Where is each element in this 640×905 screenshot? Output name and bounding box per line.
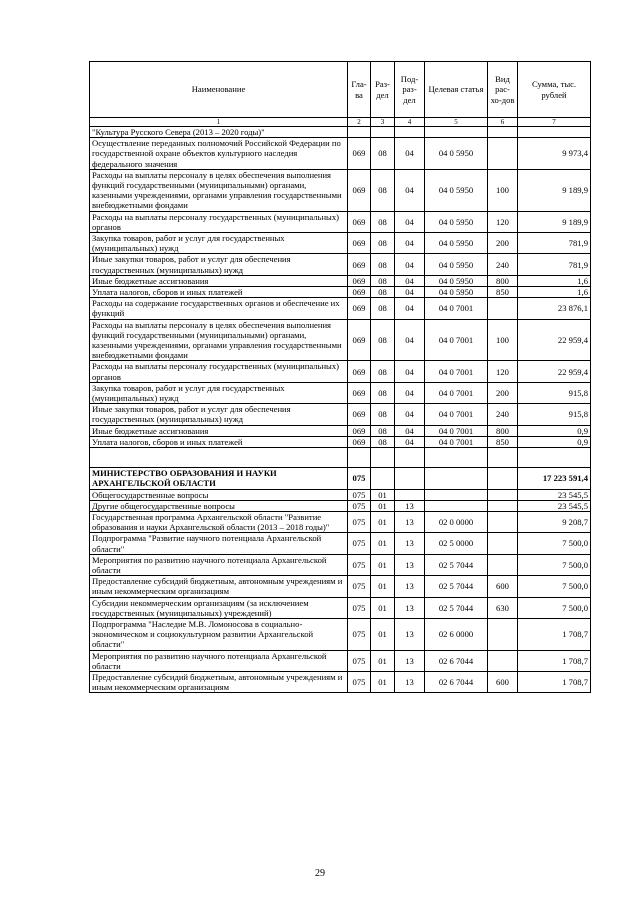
row-amount [518, 127, 591, 138]
row-target-article: 04 0 7001 [425, 382, 488, 403]
row-section: 08 [371, 287, 395, 298]
row-target-article [425, 127, 488, 138]
row-amount: 23 876,1 [518, 298, 591, 319]
row-subsection: 13 [395, 650, 425, 671]
row-name: Предоставление субсидий бюджетным, автономным учреждениям и иным некоммерческим организациям [90, 671, 348, 692]
row-chapter: 075 [348, 468, 371, 489]
table-row [90, 211, 591, 232]
row-chapter [348, 127, 371, 138]
row-expense-type: 120 [488, 211, 518, 232]
row-chapter: 069 [348, 211, 371, 232]
row-amount: 7 500,0 [518, 554, 591, 575]
table-row [90, 436, 591, 447]
row-name: Иные закупки товаров, работ и услуг для обеспечения государственных (муниципальных) нужд [90, 254, 348, 275]
row-name: Иные закупки товаров, работ и услуг для обеспечения государственных (муниципальных) нужд [90, 404, 348, 425]
row-expense-type [488, 533, 518, 554]
row-section: 08 [371, 254, 395, 275]
row-chapter: 069 [348, 319, 371, 361]
row-expense-type: 100 [488, 169, 518, 211]
row-name: Подпрограмма "Развитие научного потенциала Архангельской области" [90, 533, 348, 554]
row-name: Уплата налогов, сборов и иных платежей [90, 436, 348, 447]
row-target-article: 04 0 5950 [425, 287, 488, 298]
row-target-article: 02 6 0000 [425, 618, 488, 650]
row-section: 08 [371, 211, 395, 232]
row-amount: 23 545,5 [518, 489, 591, 500]
row-target-article: 04 0 7001 [425, 436, 488, 447]
row-subsection: 04 [395, 211, 425, 232]
row-name: Расходы на выплаты персоналу государственных (муниципальных) органов [90, 361, 348, 382]
row-chapter: 075 [348, 489, 371, 500]
row-section: 01 [371, 597, 395, 618]
row-amount: 7 500,0 [518, 533, 591, 554]
row-name: Расходы на выплаты персоналу в целях обеспечения выполнения функций государственными (муниципальными) органами, казенными учреждениями, органами управления государственными внебюджетными фондами [90, 319, 348, 361]
row-expense-type: 120 [488, 361, 518, 382]
table-row [90, 554, 591, 575]
row-chapter: 069 [348, 138, 371, 170]
row-subsection: 04 [395, 319, 425, 361]
header-chapter: Гла-ва [348, 62, 371, 118]
row-section: 08 [371, 319, 395, 361]
row-expense-type [488, 618, 518, 650]
row-chapter: 069 [348, 298, 371, 319]
row-name: Расходы на содержание государственных органов и обеспечение их функций [90, 298, 348, 319]
table-row [90, 361, 591, 382]
row-target-article: 04 0 5950 [425, 254, 488, 275]
row-section: 01 [371, 650, 395, 671]
table-row [90, 319, 591, 361]
row-target-article: 04 0 7001 [425, 425, 488, 436]
row-expense-type: 850 [488, 436, 518, 447]
row-amount: 23 545,5 [518, 500, 591, 511]
row-expense-type [488, 650, 518, 671]
row-target-article: 02 0 0000 [425, 511, 488, 532]
table-header-row [90, 62, 591, 118]
row-amount: 0,9 [518, 425, 591, 436]
header-section: Раз-дел [371, 62, 395, 118]
row-section: 08 [371, 382, 395, 403]
column-number: 6 [488, 118, 518, 127]
row-chapter: 069 [348, 169, 371, 211]
row-subsection: 13 [395, 554, 425, 575]
row-amount: 9 189,9 [518, 211, 591, 232]
row-subsection: 13 [395, 533, 425, 554]
row-subsection: 04 [395, 382, 425, 403]
budget-table [89, 61, 591, 693]
row-subsection: 13 [395, 671, 425, 692]
table-row [90, 533, 591, 554]
table-row [90, 425, 591, 436]
row-section: 01 [371, 671, 395, 692]
row-section: 08 [371, 138, 395, 170]
row-subsection: 13 [395, 500, 425, 511]
header-expense-type: Вид рас-хо-дов [488, 62, 518, 118]
row-name: МИНИСТЕРСТВО ОБРАЗОВАНИЯ И НАУКИ АРХАНГЕЛЬСКОЙ ОБЛАСТИ [90, 468, 348, 489]
row-expense-type [488, 511, 518, 532]
row-amount: 915,8 [518, 382, 591, 403]
row-subsection: 13 [395, 511, 425, 532]
row-expense-type [488, 298, 518, 319]
column-number: 2 [348, 118, 371, 127]
row-chapter: 069 [348, 382, 371, 403]
row-name: Мероприятия по развитию научного потенциала Архангельской области [90, 554, 348, 575]
table-row [90, 275, 591, 286]
table-row [90, 254, 591, 275]
row-subsection: 13 [395, 576, 425, 597]
row-amount: 1 708,7 [518, 650, 591, 671]
row-chapter: 075 [348, 618, 371, 650]
table-body [90, 127, 591, 693]
row-target-article [425, 489, 488, 500]
column-number: 5 [425, 118, 488, 127]
row-subsection: 04 [395, 275, 425, 286]
row-section: 01 [371, 576, 395, 597]
row-chapter: 069 [348, 404, 371, 425]
row-expense-type [488, 500, 518, 511]
table-row [90, 500, 591, 511]
row-expense-type [488, 127, 518, 138]
row-name: Закупка товаров, работ и услуг для государственных (муниципальных) нужд [90, 233, 348, 254]
table-row [90, 511, 591, 532]
row-chapter: 069 [348, 425, 371, 436]
row-amount: 915,8 [518, 404, 591, 425]
row-target-article [425, 448, 488, 468]
row-expense-type [488, 554, 518, 575]
table-row [90, 468, 591, 489]
row-name: Иные бюджетные ассигнования [90, 275, 348, 286]
table-row [90, 287, 591, 298]
row-chapter: 069 [348, 275, 371, 286]
row-name: Осуществление переданных полномочий Российской Федерации по государственной охране объектов культурного наследия федерального значения [90, 138, 348, 170]
row-section: 01 [371, 533, 395, 554]
row-section: 08 [371, 361, 395, 382]
row-name: Расходы на выплаты персоналу государственных (муниципальных) органов [90, 211, 348, 232]
row-section: 01 [371, 511, 395, 532]
row-subsection [395, 127, 425, 138]
row-section: 08 [371, 404, 395, 425]
row-name: Общегосударственные вопросы [90, 489, 348, 500]
row-subsection: 04 [395, 138, 425, 170]
row-subsection: 13 [395, 597, 425, 618]
table-row [90, 650, 591, 671]
row-amount: 1,6 [518, 275, 591, 286]
table-row [90, 489, 591, 500]
row-amount: 22 959,4 [518, 319, 591, 361]
row-name: "Культура Русского Севера (2013 – 2020 годы)" [90, 127, 348, 138]
row-target-article: 04 0 5950 [425, 275, 488, 286]
table-row [90, 127, 591, 138]
row-chapter: 075 [348, 650, 371, 671]
row-subsection: 04 [395, 169, 425, 211]
row-expense-type [488, 448, 518, 468]
row-chapter: 069 [348, 361, 371, 382]
row-chapter: 069 [348, 254, 371, 275]
row-expense-type [488, 138, 518, 170]
row-chapter: 075 [348, 500, 371, 511]
row-subsection [395, 448, 425, 468]
table-row [90, 404, 591, 425]
row-target-article: 02 5 0000 [425, 533, 488, 554]
row-expense-type: 200 [488, 382, 518, 403]
row-name: Предоставление субсидий бюджетным, автономным учреждениям и иным некоммерческим организациям [90, 576, 348, 597]
row-section: 01 [371, 500, 395, 511]
row-name: Субсидии некоммерческим организациям (за исключением государственных (муниципальных) учреждений) [90, 597, 348, 618]
row-expense-type [488, 489, 518, 500]
row-section: 08 [371, 436, 395, 447]
row-chapter: 075 [348, 576, 371, 597]
header-name: Наименование [90, 62, 348, 118]
row-target-article: 04 0 7001 [425, 404, 488, 425]
row-amount: 1 708,7 [518, 671, 591, 692]
row-expense-type: 850 [488, 287, 518, 298]
row-expense-type: 800 [488, 275, 518, 286]
table-row [90, 576, 591, 597]
row-amount: 781,9 [518, 233, 591, 254]
column-number-row [90, 118, 591, 127]
column-number: 1 [90, 118, 348, 127]
row-expense-type: 630 [488, 597, 518, 618]
header-target-article: Целевая статья [425, 62, 488, 118]
row-subsection: 04 [395, 361, 425, 382]
row-target-article: 02 6 7044 [425, 650, 488, 671]
row-name: Расходы на выплаты персоналу в целях обеспечения выполнения функций государственными (муниципальными) органами, казенными учреждениями, органами управления государственными внебюджетными фондами [90, 169, 348, 211]
table-row [90, 671, 591, 692]
row-expense-type: 600 [488, 576, 518, 597]
row-subsection [395, 489, 425, 500]
row-subsection: 04 [395, 425, 425, 436]
row-name: Мероприятия по развитию научного потенциала Архангельской области [90, 650, 348, 671]
row-subsection: 04 [395, 233, 425, 254]
row-section [371, 448, 395, 468]
row-target-article: 02 5 7044 [425, 597, 488, 618]
row-section [371, 468, 395, 489]
row-section: 08 [371, 233, 395, 254]
row-subsection: 04 [395, 287, 425, 298]
row-expense-type: 200 [488, 233, 518, 254]
row-section: 01 [371, 554, 395, 575]
row-subsection: 04 [395, 436, 425, 447]
row-section: 01 [371, 489, 395, 500]
row-subsection: 04 [395, 254, 425, 275]
row-amount: 9 208,7 [518, 511, 591, 532]
row-amount [518, 448, 591, 468]
row-name: Подпрограмма "Наследие М.В. Ломоносова в социально-экономическом и социокультурном развитии Архангельской области" [90, 618, 348, 650]
row-section [371, 127, 395, 138]
row-expense-type: 100 [488, 319, 518, 361]
row-chapter: 075 [348, 554, 371, 575]
table-row [90, 597, 591, 618]
row-target-article: 04 0 5950 [425, 169, 488, 211]
row-target-article: 02 5 7044 [425, 576, 488, 597]
row-subsection: 13 [395, 618, 425, 650]
table-row [90, 138, 591, 170]
row-chapter: 075 [348, 597, 371, 618]
row-amount: 22 959,4 [518, 361, 591, 382]
row-chapter [348, 448, 371, 468]
row-chapter: 075 [348, 533, 371, 554]
row-name: Уплата налогов, сборов и иных платежей [90, 287, 348, 298]
row-expense-type: 600 [488, 671, 518, 692]
table-row [90, 382, 591, 403]
row-target-article [425, 468, 488, 489]
row-section: 08 [371, 298, 395, 319]
row-section: 08 [371, 169, 395, 211]
row-target-article [425, 500, 488, 511]
header-subsection: Под-раз-дел [395, 62, 425, 118]
row-subsection: 04 [395, 404, 425, 425]
table-row [90, 448, 591, 468]
row-target-article: 04 0 7001 [425, 298, 488, 319]
row-target-article: 04 0 5950 [425, 233, 488, 254]
header-amount: Сумма, тыс. рублей [518, 62, 591, 118]
row-amount: 9 189,9 [518, 169, 591, 211]
row-target-article: 04 0 5950 [425, 211, 488, 232]
table-row [90, 169, 591, 211]
row-amount: 9 973,4 [518, 138, 591, 170]
page-number: 29 [315, 868, 325, 879]
row-target-article: 04 0 7001 [425, 361, 488, 382]
row-amount: 17 223 591,4 [518, 468, 591, 489]
row-target-article: 02 5 7044 [425, 554, 488, 575]
row-target-article: 04 0 7001 [425, 319, 488, 361]
row-section: 08 [371, 425, 395, 436]
row-name [90, 448, 348, 468]
table-row [90, 618, 591, 650]
row-section: 08 [371, 275, 395, 286]
row-name: Закупка товаров, работ и услуг для государственных (муниципальных) нужд [90, 382, 348, 403]
row-name: Другие общегосударственные вопросы [90, 500, 348, 511]
row-subsection [395, 468, 425, 489]
row-amount: 1 708,7 [518, 618, 591, 650]
column-number: 3 [371, 118, 395, 127]
row-expense-type [488, 468, 518, 489]
row-expense-type: 800 [488, 425, 518, 436]
table-row [90, 233, 591, 254]
row-amount: 7 500,0 [518, 597, 591, 618]
row-amount: 1,6 [518, 287, 591, 298]
row-name: Государственная программа Архангельской области "Развитие образования и науки Архангельской области (2013 – 2018 годы)" [90, 511, 348, 532]
row-chapter: 069 [348, 233, 371, 254]
row-amount: 0,9 [518, 436, 591, 447]
row-amount: 7 500,0 [518, 576, 591, 597]
row-chapter: 075 [348, 671, 371, 692]
row-expense-type: 240 [488, 254, 518, 275]
row-chapter: 075 [348, 511, 371, 532]
column-number: 7 [518, 118, 591, 127]
row-target-article: 04 0 5950 [425, 138, 488, 170]
row-amount: 781,9 [518, 254, 591, 275]
table-row [90, 298, 591, 319]
row-target-article: 02 6 7044 [425, 671, 488, 692]
row-name: Иные бюджетные ассигнования [90, 425, 348, 436]
row-subsection: 04 [395, 298, 425, 319]
row-expense-type: 240 [488, 404, 518, 425]
row-chapter: 069 [348, 287, 371, 298]
row-chapter: 069 [348, 436, 371, 447]
column-number: 4 [395, 118, 425, 127]
row-section: 01 [371, 618, 395, 650]
